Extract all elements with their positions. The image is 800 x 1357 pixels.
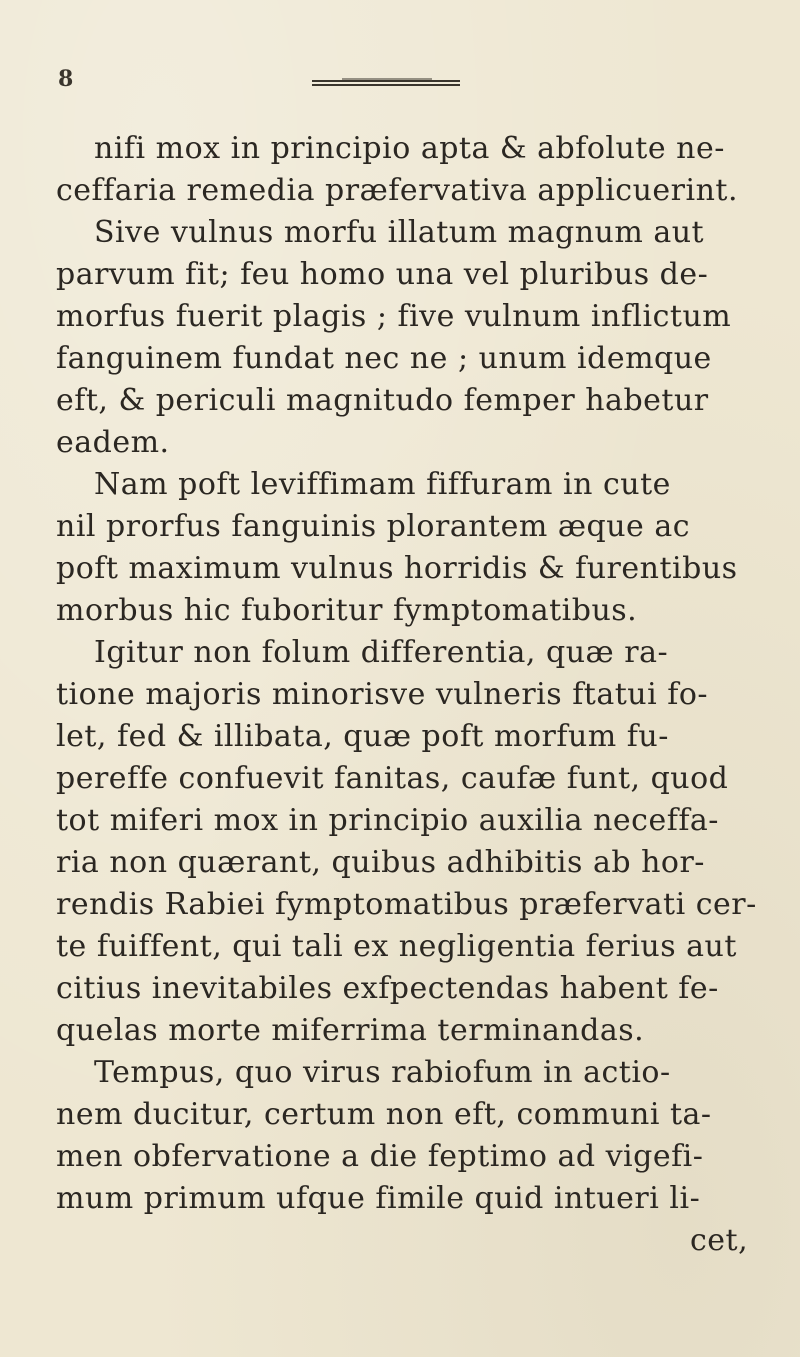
text-line: poft maximum vulnus horridis & furentibus [56,551,738,586]
text-line: quelas morte miferrima terminandas. [56,1013,645,1048]
text-line: morfus fuerit plagis ; five vulnum inflictum [56,299,732,334]
text-line: eft, & periculi magnitudo femper habetur [56,383,709,418]
text-line: parvum fit; feu homo una vel pluribus de- [56,257,709,292]
text-line: morbus hic fuboritur fymptomatibus. [56,593,638,628]
text-line: eadem. [56,425,170,460]
text-line: let, fed & illibata, quæ poft morfum fu- [56,719,669,754]
catchword: cet, [690,1223,749,1258]
text-line: Sive vulnus morfu illatum magnum aut [94,215,705,250]
page-number: 8 [58,66,74,92]
text-line: te fuiffent, qui tali ex negligentia ferius aut [56,929,737,964]
text-line: pereffe confuevit fanitas, caufæ funt, quod [56,761,729,796]
text-line: fanguinem fundat nec ne ; unum idemque [56,341,712,376]
text-line: citius inevitabiles exfpectendas habent fe- [56,971,719,1006]
text-line: Tempus, quo virus rabiofum in actio- [94,1055,671,1090]
text-line: Nam poft leviffimam fiffuram in cute [94,467,671,502]
text-line: mum primum ufque fimile quid intueri li- [56,1181,701,1216]
text-line: tione majoris minorisve vulneris ftatui fo- [56,677,709,712]
text-line: rendis Rabiei fymptomatibus præfervati cer- [56,887,757,922]
text-line: nem ducitur, certum non eft, communi ta- [56,1097,712,1132]
text-line: Igitur non folum differentia, quæ ra- [94,635,669,670]
text-line: nil prorfus fanguinis plorantem æque ac [56,509,691,544]
text-line: men obfervatione a die feptimo ad vigefi- [56,1139,704,1174]
text-line: nifi mox in principio apta & abfolute ne- [94,131,725,166]
text-line: tot miferi mox in principio auxilia neceffa- [56,803,719,838]
text-line: ceffaria remedia præfervativa applicuerint. [56,173,739,208]
text-line: ria non quærant, quibus adhibitis ab hor- [56,845,705,880]
